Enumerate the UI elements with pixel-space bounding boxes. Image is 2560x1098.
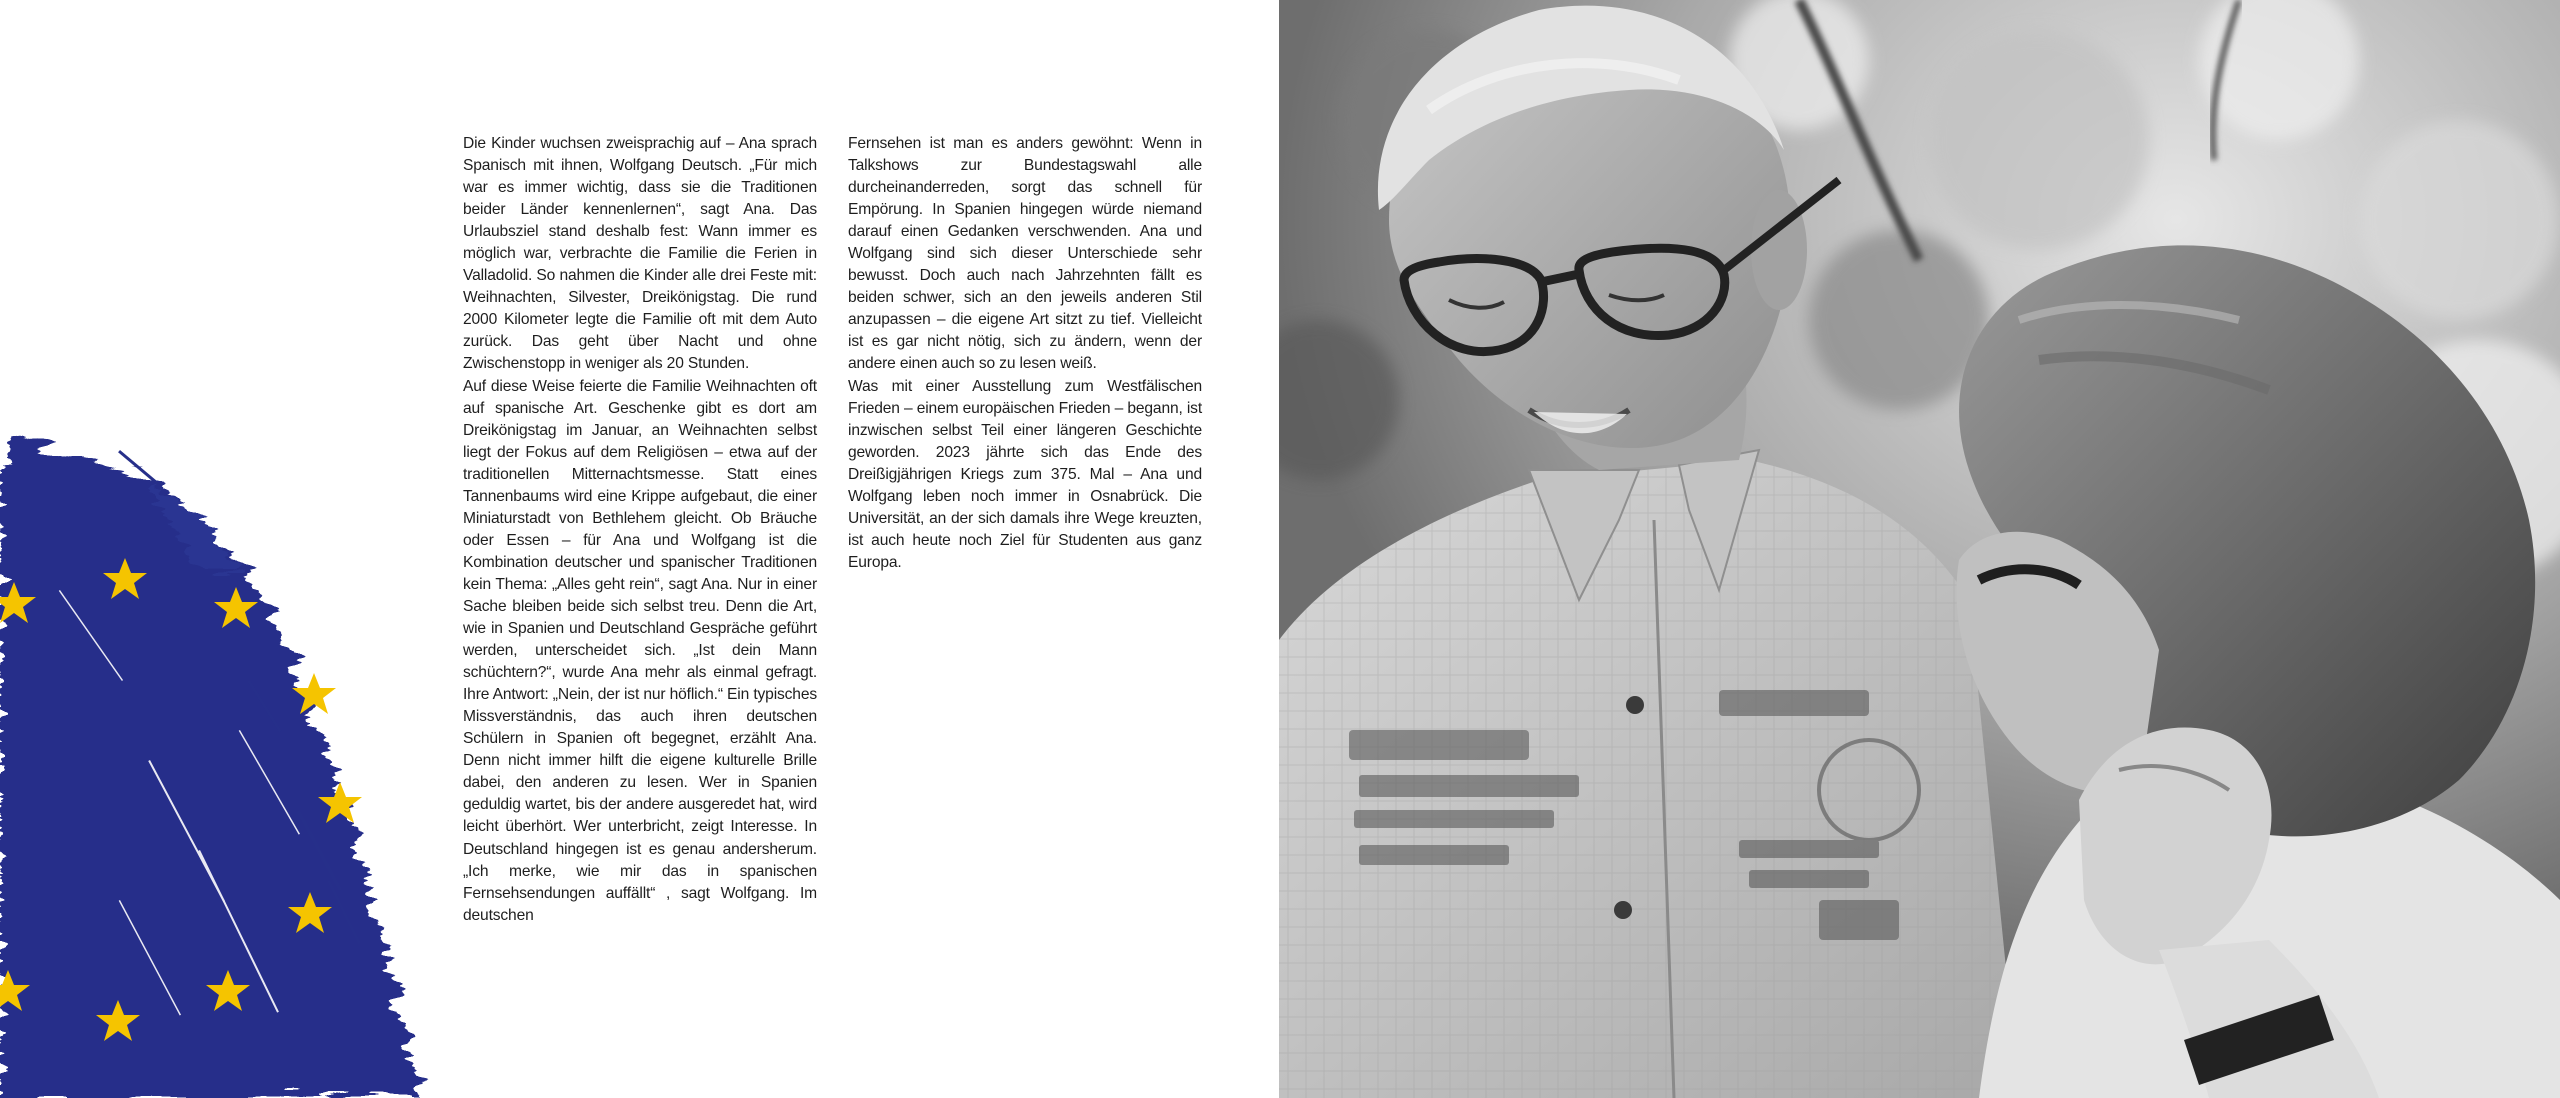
eu-flag-icon	[0, 430, 440, 1098]
paragraph: Was mit einer Ausstellung zum Westfälischen Frieden – einem europäischen Frieden – begann, ist inzwischen selbst Teil einer längeren Geschichte geworden. 2023 jährte sich das Ende des Dreißigjährigen Kriegs zum 375. Mal – Ana und Wolfgang leben noch immer in Osnabrück. Die Universität, an der sich damals ihre Wege kreuzten, ist auch heute noch Ziel für Studenten aus ganz Europa.	[848, 377, 1202, 571]
photo-icon	[1279, 0, 2560, 1098]
paragraph: Fernsehen ist man es anders gewöhnt: Wenn in Talkshows zur Bundestagswahl alle durcheinanderreden, sorgt das schnell für Empörung. In Spanien hingegen würde niemand darauf einen Gedanken verschwenden. Ana und Wolfgang sind sich dieser Unterschiede sehr bewusst. Doch auch nach Jahrzehnten fällt es beiden schwer, sich an den jeweils anderen Stil anzupassen – die eigene Art sitzt zu tief. Vielleicht ist es gar nicht nötig, sich zu ändern, wenn der andere einen auch so zu lesen weiß.	[848, 135, 1202, 373]
paragraph: Die Kinder wuchsen zweisprachig auf – Ana sprach Spanisch mit ihnen, Wolfgang Deutsch. „Für mich war es immer wichtig, dass sie die Traditionen beider Länder kennenlernen“, sagt Ana. Das Urlaubsziel stand deshalb fest: Wann immer es möglich war, verbrachte die Familie die Ferien in Valladolid. So nahmen die Kinder alle drei Feste mit: Weihnachten, Silvester, Dreikönigstag. Die rund 2000 Kilometer legte die Familie oft mit dem Auto zurück. Das geht über Nacht und ohne Zwischenstopp in weniger als 20 Stunden.	[463, 135, 817, 373]
article-column-right	[848, 133, 1202, 574]
paragraph: Auf diese Weise feierte die Familie Weihnachten oft auf spanische Art. Geschenke gibt es dort am Dreikönigstag im Januar, an Weihnachten selbst liegt der Fokus auf dem Religiösen – etwa auf der traditionellen Mitternachtsmesse. Statt eines Tannenbaums wird eine Krippe aufgebaut, die einer Miniaturstadt von Bethlehem gleicht. Ob Bräuche oder Essen – für Ana und Wolfgang ist die Kombination deutscher und spanischer Traditionen kein Thema: „Alles geht rein“, sagt Ana. Nur in einer Sache bleiben beide sich selbst treu. Denn die Art, wie in Spanien und Deutschland Gespräche geführt werden, unterscheidet sich. „Ist dein Mann schüchtern?“, wurde Ana mehr als einmal gefragt. Ihre Antwort: „Nein, der ist nur höflich.“ Ein typisches Missverständnis, das auch ihren deutschen Schülern in Spanien oft begegnet, erzählt Ana. Denn nicht immer hilft die eigene kulturelle Brille dabei, den anderen zu lesen. Wer in Spanien geduldig wartet, bis der andere ausgeredet hat, wird leicht überhört. Wer unterbricht, zeigt Interesse. In Deutschland hingegen ist es genau andersherum. „Ich merke, wie mir das in spanischen Fernsehsendungen auffällt“ , sagt Wolfgang. Im deutschen	[463, 377, 817, 924]
article-column-left	[463, 133, 817, 927]
couple-photo	[1279, 0, 2560, 1098]
